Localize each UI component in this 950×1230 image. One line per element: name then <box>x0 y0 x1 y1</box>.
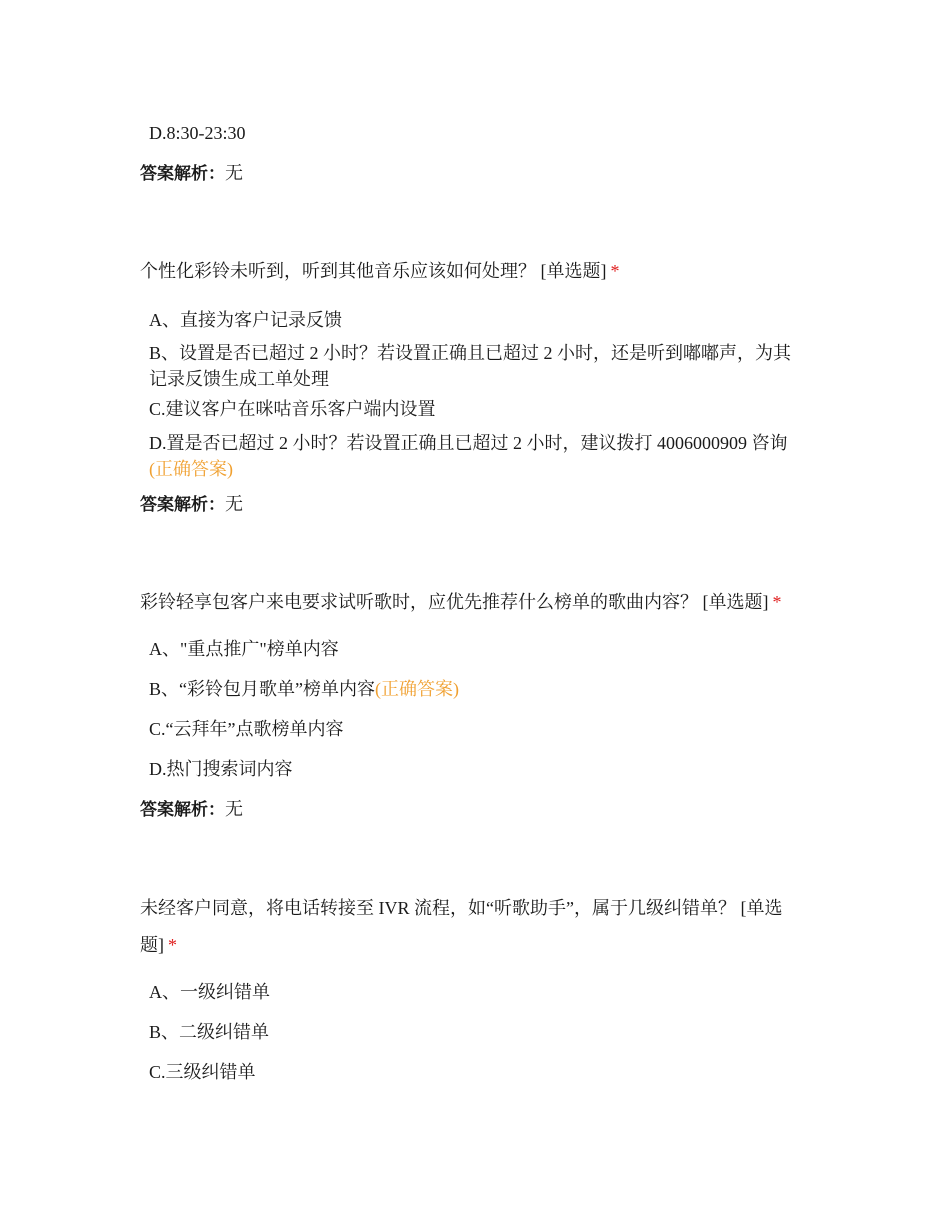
option-d <box>140 426 808 482</box>
option-c: C.建议客户在咪咕音乐客户端内设置 <box>149 399 436 419</box>
question-title <box>140 253 808 290</box>
option-c: C.“云拜年”点歌榜单内容 <box>149 719 344 739</box>
correct-answer-tag: (正确答案) <box>149 459 233 479</box>
required-mark: * <box>610 261 620 281</box>
analysis-text: 无 <box>225 494 243 514</box>
option-d: D.8:30-23:30 <box>149 123 246 143</box>
question-3 <box>140 890 808 1092</box>
question-2 <box>140 584 808 829</box>
question-1 <box>140 253 808 524</box>
answer-analysis <box>140 153 808 193</box>
analysis-label: 答案解析： <box>140 164 225 184</box>
analysis-text: 无 <box>225 799 243 819</box>
option-text: B、“彩铃包月歌单”榜单内容 <box>149 679 375 699</box>
option-a: A、直接为客户记录反馈 <box>149 310 342 330</box>
analysis-label: 答案解析： <box>140 495 225 515</box>
question-text: 未经客户同意，将电话转接至 IVR 流程，如“听歌助手”，属于几级纠错单？ [单选题] <box>140 898 783 955</box>
question-title <box>140 584 808 621</box>
correct-answer-tag: (正确答案) <box>374 679 459 699</box>
analysis-text: 无 <box>225 163 243 183</box>
analysis-label: 答案解析： <box>140 800 225 820</box>
option-b <box>140 669 808 709</box>
option-d: D.热门搜索词内容 <box>149 759 293 779</box>
question-text: 彩铃轻享包客户来电要求试听歌时，应优先推荐什么榜单的歌曲内容？ [单选题] <box>140 592 769 612</box>
question-text: 个性化彩铃未听到，听到其他音乐应该如何处理？ [单选题] <box>140 261 607 281</box>
answer-analysis <box>140 484 808 524</box>
required-mark: * <box>168 935 177 955</box>
option-text: D.置是否已超过 2 小时？若设置正确且已超过 2 小时，建议拨打 4006000909 咨询 <box>149 433 788 453</box>
option-b: B、设置是否已超过 2 小时？若设置正确且已超过 2 小时，还是听到嘟嘟声，为其记录反馈生成工单处理 <box>149 343 792 389</box>
option-b: B、二级纠错单 <box>149 1022 270 1042</box>
option-a: A、"重点推广"榜单内容 <box>149 639 339 659</box>
prev-question-tail <box>140 113 808 193</box>
question-title <box>140 890 808 964</box>
required-mark: * <box>772 592 782 612</box>
answer-analysis <box>140 789 808 829</box>
option-a: A、一级纠错单 <box>149 982 270 1002</box>
option-c: C.三级纠错单 <box>149 1062 256 1082</box>
